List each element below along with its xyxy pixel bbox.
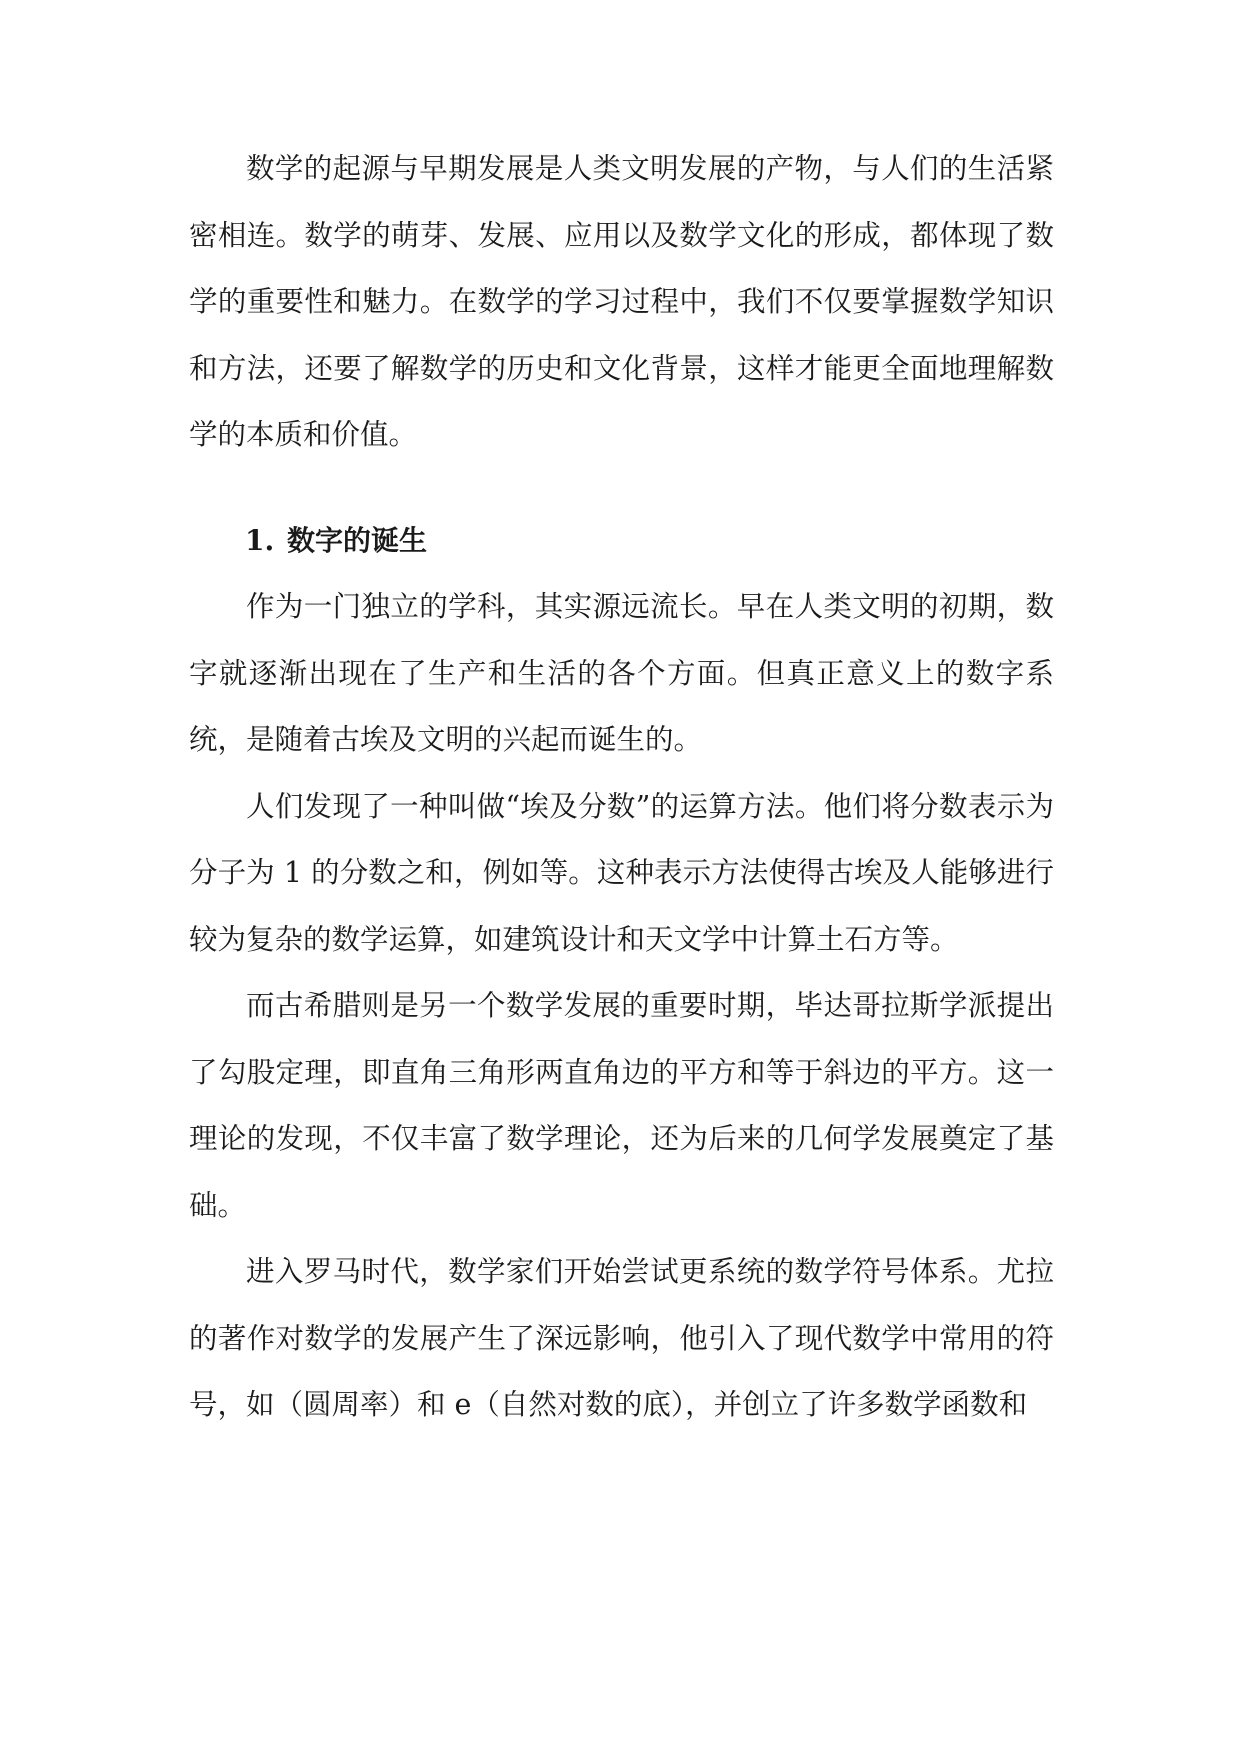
document-page — [189, 136, 1054, 1439]
body-paragraph: 进入罗马时代，数学家们开始尝试更系统的数学符号体系。尤拉的著作对数学的发展产生了深远影响，他引入了现代数学中常用的符号，如（圆周率）和 e（自然对数的底），并创立了许多数学函数和 — [189, 1255, 1054, 1421]
section-number: 1. — [245, 523, 275, 557]
section-title: 数字的诞生 — [287, 523, 428, 557]
section-heading — [189, 508, 1054, 575]
body-paragraph: 作为一门独立的学科，其实源远流长。早在人类文明的初期，数字就逐渐出现在了生产和生活的各个方面。但真正意义上的数字系统，是随着古埃及文明的兴起而诞生的。 — [189, 590, 1054, 756]
body-paragraph: 而古希腊则是另一个数学发展的重要时期，毕达哥拉斯学派提出了勾股定理，即直角三角形两直角边的平方和等于斜边的平方。这一理论的发现，不仅丰富了数学理论，还为后来的几何学发展奠定了基础。 — [189, 989, 1054, 1222]
intro-paragraph: 数学的起源与早期发展是人类文明发展的产物，与人们的生活紧密相连。数学的萌芽、发展、应用以及数学文化的形成，都体现了数学的重要性和魅力。在数学的学习过程中，我们不仅要掌握数学知识和方法，还要了解数学的历史和文化背景，这样才能更全面地理解数学的本质和价值。 — [189, 152, 1054, 451]
body-paragraph: 人们发现了一种叫做“埃及分数”的运算方法。他们将分数表示为分子为 1 的分数之和，例如等。这种表示方法使得古埃及人能够进行较为复杂的数学运算，如建筑设计和天文学中计算土石方等。 — [189, 789, 1054, 956]
